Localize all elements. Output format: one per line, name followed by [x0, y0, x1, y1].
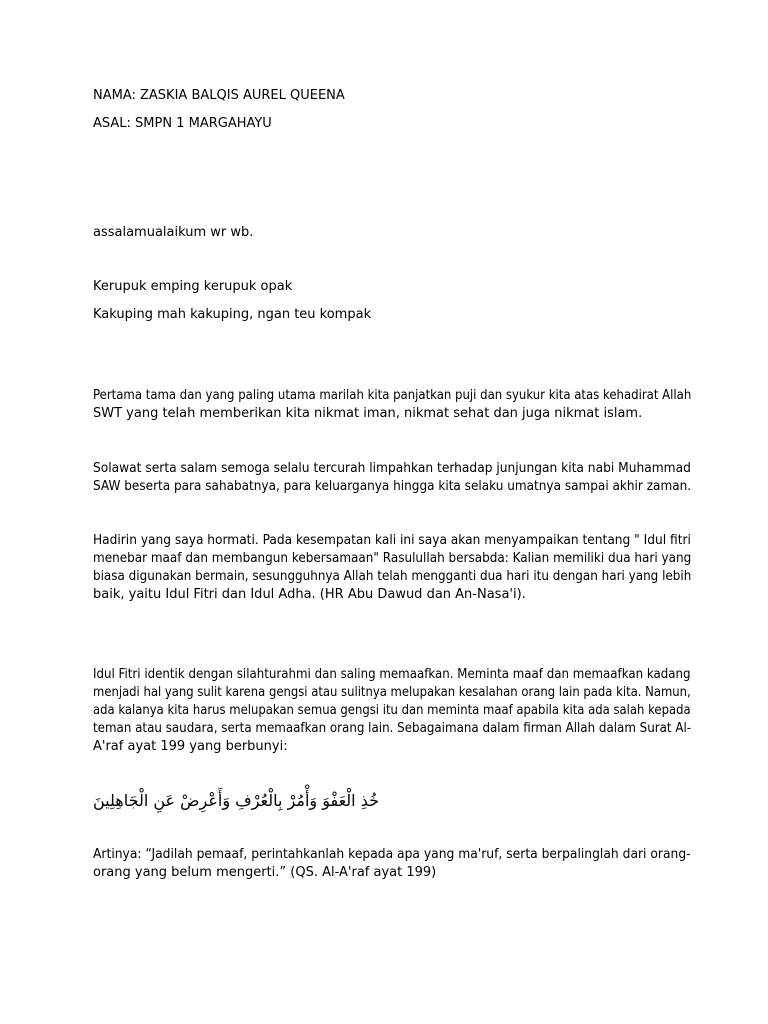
paragraph-line: Solawat serta salam semoga selalu tercurah limpahkan terhadap junjungan kita nabi Muhammad — [93, 461, 691, 476]
school-origin: ASAL: SMPN 1 MARGAHAYU — [93, 116, 272, 131]
pantun-line-1: Kerupuk emping kerupuk opak — [93, 279, 293, 294]
paragraph-idul-fitri — [93, 666, 692, 756]
paragraph-solawat — [93, 460, 692, 496]
paragraph-line: biasa digunakan bermain, sesungguhnya Allah telah mengganti dua hari itu dengan hari yang lebih — [93, 569, 692, 584]
paragraph-topic — [93, 532, 692, 604]
paragraph-line: Hadirin yang saya hormati. Pada kesempatan kali ini saya akan menyampaikan tentang " Idul fitri — [93, 533, 691, 548]
paragraph-line: A'raf ayat 199 yang berbunyi: — [93, 739, 288, 754]
translation-line: orang yang belum mengerti.” (QS. Al-A'raf ayat 199) — [93, 865, 437, 880]
paragraph-line: Pertama tama dan yang paling utama marilah kita panjatkan puji dan syukur kita atas kehadirat Allah — [93, 388, 692, 403]
greeting: assalamualaikum wr wb. — [93, 225, 254, 240]
paragraph-line: baik, yaitu Idul Fitri dan Idul Adha. (HR Abu Dawud dan An-Nasa'i). — [93, 587, 526, 602]
paragraph-line: menjadi hal yang sulit karena gengsi atau sulitnya melupakan kesalahan orang lain pada kita. Namun, — [93, 685, 691, 700]
pantun-line-2: Kakuping mah kakuping, ngan teu kompak — [93, 307, 372, 322]
paragraph-line: menebar maaf dan membangun kebersamaan" Rasulullah bersabda: Kalian memiliki dua hari yang — [93, 551, 692, 566]
paragraph-line: ada kalanya kita harus melupakan semua gengsi itu dan meminta maaf apabila kita ada salah kepada — [93, 703, 691, 718]
paragraph-opening — [93, 387, 692, 423]
paragraph-line: teman atau saudara, serta memaafkan orang lain. Sebagaimana dalam firman Allah dalam Surat Al- — [93, 721, 692, 736]
paragraph-line: Idul Fitri identik dengan silahturahmi dan saling memaafkan. Meminta maaf dan memaafkan kadang — [93, 667, 691, 682]
arabic-verse: خُذِ الْعَفْوَ وَأْمُرْ بِالْعُرْفِ وَأَعْرِضْ عَنِ الْجَاهِلِينَ — [93, 791, 379, 810]
paragraph-line: SWT yang telah memberikan kita nikmat iman, nikmat sehat dan juga nikmat islam. — [93, 406, 643, 421]
paragraph-line: SAW beserta para sahabatnya, para keluarganya hingga kita selaku umatnya sampai akhir zaman. — [93, 479, 692, 494]
translation-line: Artinya: “Jadilah pemaaf, perintahkanlah kepada apa yang ma'ruf, serta berpalinglah dari orang- — [93, 847, 691, 862]
student-name: NAMA: ZASKIA BALQIS AUREL QUEENA — [93, 88, 345, 103]
translation — [93, 846, 691, 882]
